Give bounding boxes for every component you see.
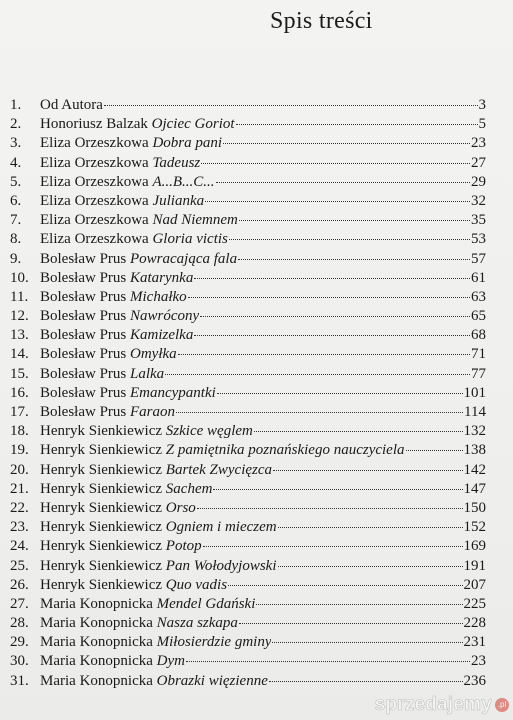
toc-entry: [10, 96, 486, 115]
dot-leader: [236, 124, 478, 125]
toc-entry-number: 8.: [10, 231, 22, 248]
toc-entry-work: Tadeusz: [152, 154, 201, 171]
toc-entry: [10, 230, 486, 249]
toc-entry-author: Henryk Sienkiewicz: [40, 519, 163, 536]
toc-entry-author: Henryk Sienkiewicz: [40, 538, 163, 555]
toc-entry-number: 20.: [10, 461, 29, 478]
toc-entry-title: [40, 288, 187, 307]
toc-entry-author: Bolesław Prus: [40, 365, 127, 382]
toc-entry-number: 10.: [10, 269, 29, 286]
toc-entry: [10, 365, 486, 384]
toc-entry-author: Od Autora: [40, 97, 103, 113]
dot-leader: [216, 182, 470, 183]
toc-entry-page-number: 142: [463, 461, 486, 478]
toc-entry-work: Obrazki więzienne: [156, 672, 268, 689]
toc-entry-work: Bartek Zwycięzca: [165, 461, 273, 478]
toc-entry-page-number: 169: [463, 538, 486, 555]
toc-entry-page-number: 53: [471, 231, 486, 248]
toc-entry: [10, 672, 486, 691]
toc-entry-title: [40, 403, 175, 422]
toc-entry-work: Ojciec Goriot: [151, 116, 235, 133]
toc-entry-page-number: 207: [463, 576, 486, 593]
toc-entry: [10, 326, 486, 345]
dot-leader: [269, 681, 463, 682]
toc-entry-author: Henryk Sienkiewicz: [40, 499, 163, 516]
dot-leader: [278, 527, 463, 528]
dot-leader: [406, 450, 463, 451]
toc-entry: [10, 461, 486, 480]
toc-entry-work: Dobra pani: [152, 135, 223, 152]
toc-entry-author: Bolesław Prus: [40, 384, 127, 401]
toc-entry-title: [40, 633, 271, 652]
toc-entry-work: Powracająca fala: [130, 250, 238, 267]
dot-leader: [186, 661, 470, 662]
toc-entry-title: [40, 96, 103, 115]
toc-entry-page-number: 23: [471, 653, 486, 670]
toc-entry: [10, 154, 486, 173]
toc-entry-author: Bolesław Prus: [40, 250, 127, 267]
toc-entry-author: Eliza Orzeszkowa: [40, 192, 149, 209]
dot-leader: [178, 354, 470, 355]
toc-entry-number: 6.: [10, 192, 22, 209]
toc-entry-title: [40, 134, 222, 153]
toc-entry-number: 9.: [10, 250, 22, 267]
toc-entry-page-number: 65: [471, 308, 486, 325]
toc-entry-author: Bolesław Prus: [40, 288, 127, 305]
dot-leader: [228, 585, 462, 586]
dot-leader: [223, 143, 470, 144]
toc-entry-page-number: 68: [471, 327, 486, 344]
toc-entry-work: Orso: [165, 499, 196, 516]
toc-entry: [10, 211, 486, 230]
toc-entry-work: Nawrócony: [130, 308, 200, 325]
dot-leader: [205, 201, 470, 202]
toc-entry-work: Pan Wołodyjowski: [165, 557, 277, 574]
toc-entry-title: [40, 595, 255, 614]
toc-entry-author: Eliza Orzeszkowa: [40, 212, 149, 229]
toc-entry-work: Szkice węglem: [165, 423, 253, 440]
toc-entry-work: Gloria victis: [152, 231, 228, 248]
toc-entry-work: Sachem: [165, 480, 213, 497]
toc-entry-page-number: 29: [471, 173, 486, 190]
dot-leader: [239, 623, 463, 624]
dot-leader: [254, 431, 463, 432]
toc-entry-page-number: 61: [471, 269, 486, 286]
toc-entry-author: Maria Konopnicka: [40, 634, 153, 651]
watermark-badge: .pl: [495, 698, 509, 712]
toc-entry-title: [40, 422, 253, 441]
toc-entry-title: [40, 250, 237, 269]
toc-entry-work: Katarynka: [130, 269, 194, 286]
toc-entry-work: Nad Niemnem: [152, 212, 238, 229]
toc-entry-author: Bolesław Prus: [40, 404, 127, 420]
toc-entry-page-number: 32: [471, 192, 486, 209]
toc-entry-page-number: 236: [463, 672, 486, 689]
dot-leader: [197, 508, 463, 509]
toc-entry: [10, 192, 486, 211]
toc-entry-title: [40, 557, 277, 576]
toc-entry-page-number: 150: [463, 499, 486, 516]
dot-leader: [176, 412, 463, 413]
toc-entry-page-number: 57: [471, 250, 486, 267]
toc-entry-page-number: 114: [464, 404, 486, 420]
toc-entry-title: [40, 537, 202, 556]
toc-entry: [10, 480, 486, 499]
dot-leader: [229, 239, 470, 240]
toc-entry-title: [40, 211, 238, 230]
toc-entry: [10, 441, 486, 460]
toc-entry-author: Maria Konopnicka: [40, 595, 153, 612]
toc-entry: [10, 307, 486, 326]
toc-entry-page-number: 138: [463, 442, 486, 459]
toc-entry-title: [40, 173, 215, 192]
toc-entry-title: [40, 441, 405, 460]
toc-entry-number: 15.: [10, 365, 29, 382]
toc-entry: [10, 269, 486, 288]
toc-entry-author: Honoriusz Balzak: [40, 116, 148, 133]
toc-entry-work: Omyłka: [130, 346, 177, 363]
toc-entry-title: [40, 614, 238, 633]
toc-entry-page-number: 228: [463, 615, 486, 632]
toc-entry-work: Potop: [165, 538, 202, 555]
toc-entry-title: [40, 230, 228, 249]
toc-entry-title: [40, 307, 199, 326]
toc-entry-page-number: 147: [463, 480, 486, 497]
toc-entry-number: 25.: [10, 557, 29, 574]
toc-entry-work: Faraon: [130, 404, 175, 420]
dot-leader: [217, 393, 463, 394]
toc-entry-author: Eliza Orzeszkowa: [40, 231, 149, 248]
toc-entry-title: [40, 115, 235, 134]
toc-entry-author: Bolesław Prus: [40, 269, 127, 286]
toc-entry-number: 3.: [10, 135, 22, 152]
toc-entry: [10, 173, 486, 192]
toc-entry-work: A...B...C...: [152, 173, 215, 190]
toc-entry: [10, 345, 486, 364]
toc-entry-title: [40, 576, 227, 595]
toc-entry-title: [40, 269, 193, 288]
toc-entry: [10, 614, 486, 633]
dot-leader: [238, 259, 470, 260]
toc-entry-work: Miłosierdzie gminy: [156, 634, 272, 651]
dot-leader: [213, 489, 462, 490]
toc-entry: [10, 422, 486, 441]
toc-entry-title: [40, 652, 185, 671]
toc-entry: [10, 250, 486, 269]
toc-entry-author: Maria Konopnicka: [40, 672, 153, 689]
toc-entry-work: Michałko: [130, 288, 187, 305]
toc-entry-title: [40, 326, 193, 345]
toc-entry-work: Dym: [156, 653, 185, 670]
toc-entry-page-number: 23: [471, 135, 486, 152]
watermark-text: sprzedajemy: [374, 694, 492, 715]
toc-entry-number: 11.: [10, 288, 29, 305]
toc-entry-author: Eliza Orzeszkowa: [40, 154, 149, 171]
toc-entry-page-number: 231: [463, 634, 486, 651]
toc-entry-title: [40, 345, 177, 364]
toc-entry-work: Ogniem i mieczem: [165, 519, 277, 536]
toc-entry: [10, 499, 486, 518]
toc-entry-work: Mendel Gdański: [156, 595, 256, 612]
toc-entry-title: [40, 499, 196, 518]
toc-entry-author: Maria Konopnicka: [40, 653, 153, 670]
toc-entry: [10, 557, 486, 576]
toc-entry-title: [40, 518, 277, 537]
toc-entry-work: Lalka: [130, 365, 165, 382]
toc-entry-number: 1.: [10, 97, 22, 113]
toc-entry-number: 7.: [10, 212, 22, 229]
toc-entry-title: [40, 365, 164, 384]
toc-entry-author: Bolesław Prus: [40, 327, 127, 344]
toc-entry-author: Henryk Sienkiewicz: [40, 480, 163, 497]
toc-entry-number: 24.: [10, 538, 29, 555]
toc-entry-author: Henryk Sienkiewicz: [40, 423, 163, 440]
toc-entry-page-number: 191: [463, 557, 486, 574]
toc-entry-number: 22.: [10, 499, 29, 516]
toc-entry-page-number: 77: [471, 365, 486, 382]
toc-entry: [10, 403, 486, 422]
dot-leader: [194, 278, 470, 279]
toc-entry-title: [40, 672, 268, 691]
toc-entry-title: [40, 480, 212, 499]
toc-entry-author: Henryk Sienkiewicz: [40, 557, 163, 574]
toc-entry-number: 5.: [10, 173, 22, 190]
toc-entry-author: Eliza Orzeszkowa: [40, 173, 149, 190]
toc-entry-author: Henryk Sienkiewicz: [40, 576, 163, 593]
toc-entry-title: [40, 154, 200, 173]
toc-entry-number: 16.: [10, 384, 29, 401]
toc-entry-page-number: 35: [471, 212, 486, 229]
toc-entry-number: 2.: [10, 116, 22, 133]
toc-entry-number: 21.: [10, 480, 29, 497]
toc-entry: [10, 595, 486, 614]
toc-entry-title: [40, 192, 204, 211]
toc-entry-page-number: 5: [478, 116, 486, 133]
toc-entry-author: Henryk Sienkiewicz: [40, 461, 163, 478]
toc-entry-page-number: 63: [471, 288, 486, 305]
toc-entry-work: Emancypantki: [130, 384, 216, 401]
toc-entry-page-number: 71: [471, 346, 486, 363]
watermark-logo: [375, 694, 509, 716]
dot-leader: [201, 163, 470, 164]
toc-entry: [10, 633, 486, 652]
toc-entry-work: Nasza szkapa: [156, 615, 238, 632]
toc-entry-number: 28.: [10, 615, 29, 632]
toc-entry: [10, 652, 486, 671]
toc-entry: [10, 115, 486, 134]
toc-entry-work: Kamizelka: [130, 327, 194, 344]
toc-entry: [10, 134, 486, 153]
dot-leader: [239, 220, 470, 221]
toc-entry-title: [40, 384, 216, 403]
toc-entry: [10, 576, 486, 595]
toc-entry-number: 23.: [10, 519, 29, 536]
toc-entry-number: 31.: [10, 672, 29, 689]
dot-leader: [194, 335, 470, 336]
dot-leader: [200, 316, 470, 317]
dot-leader: [188, 297, 470, 298]
toc-entry-number: 17.: [10, 404, 29, 420]
toc-entry-number: 14.: [10, 346, 29, 363]
toc-entry-page-number: 132: [463, 423, 486, 440]
dot-leader: [272, 642, 462, 643]
dot-leader: [104, 105, 478, 106]
toc-entry-number: 12.: [10, 308, 29, 325]
toc-entry-work: Quo vadis: [165, 576, 228, 593]
toc-entry-page-number: 27: [471, 154, 486, 171]
toc-entry-author: Maria Konopnicka: [40, 615, 153, 632]
toc-entry-work: Z pamiętnika poznańskiego nauczyciela: [165, 442, 405, 459]
toc-entry-number: 30.: [10, 653, 29, 670]
toc-entry-author: Henryk Sienkiewicz: [40, 442, 163, 459]
toc-entry-number: 4.: [10, 154, 22, 171]
toc-entry-number: 26.: [10, 576, 29, 593]
toc-entry: [10, 537, 486, 556]
toc-entry-number: 18.: [10, 423, 29, 440]
toc-entry: [10, 288, 486, 307]
toc-entry: [10, 384, 486, 403]
toc-entry-number: 19.: [10, 442, 29, 459]
toc-entry-page-number: 101: [463, 384, 486, 401]
table-of-contents: [10, 96, 486, 691]
dot-leader: [256, 604, 462, 605]
toc-entry-work: Julianka: [152, 192, 205, 209]
toc-entry-page-number: 225: [463, 595, 486, 612]
toc-entry-number: 27.: [10, 595, 29, 612]
toc-entry-author: Bolesław Prus: [40, 308, 127, 325]
page-title: Spis treści: [270, 8, 373, 34]
toc-entry-number: 29.: [10, 634, 29, 651]
toc-entry-title: [40, 461, 272, 480]
toc-entry-number: 13.: [10, 327, 29, 344]
dot-leader: [203, 546, 463, 547]
toc-entry-page-number: 152: [463, 519, 486, 536]
toc-entry-author: Bolesław Prus: [40, 346, 127, 363]
toc-entry-page-number: 3: [478, 97, 486, 113]
dot-leader: [165, 374, 470, 375]
toc-entry-author: Eliza Orzeszkowa: [40, 135, 149, 152]
dot-leader: [273, 470, 462, 471]
toc-entry: [10, 518, 486, 537]
dot-leader: [278, 566, 463, 567]
